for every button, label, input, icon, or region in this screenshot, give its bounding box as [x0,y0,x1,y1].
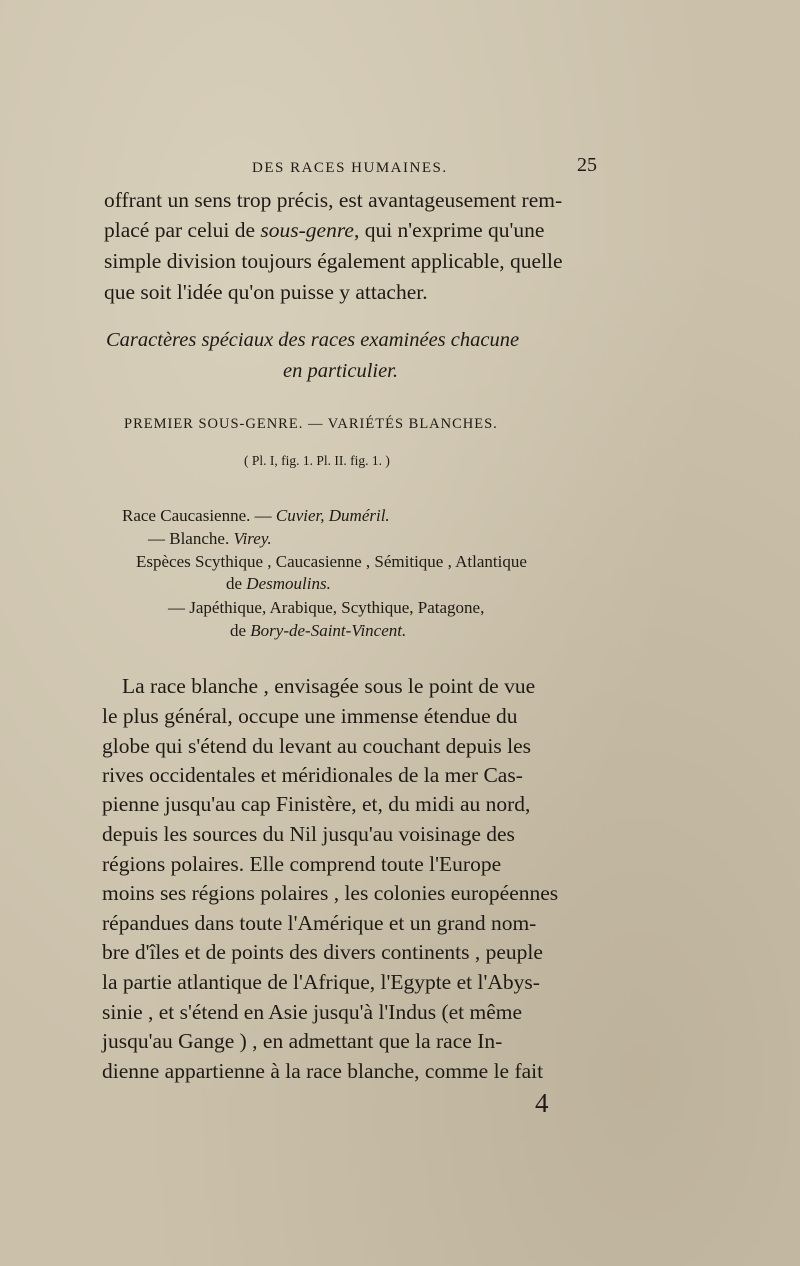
paragraph-line: globe qui s'étend du levant au couchant depuis les [102,734,531,758]
subtitle-line-2: en particulier. [283,360,399,382]
paragraph-line: La race blanche , envisagée sous le point de vue [122,674,536,698]
running-title: DES RACES HUMAINES. [252,160,448,176]
section-heading: PREMIER SOUS-GENRE. — VARIÉTÉS BLANCHES. [124,416,498,432]
synonymy-line: Race Caucasienne. — Cuvier, Duméril. [122,506,390,525]
paragraph-line: le plus général, occupe une immense étendue du [102,704,518,728]
paragraph-line: depuis les sources du Nil jusqu'au voisinage des [102,822,515,846]
subtitle-line-1: Caractères spéciaux des races examinées chacune [106,329,520,351]
synonymy-line: de Desmoulins. [226,574,331,593]
paragraph-line: sinie , et s'étend en Asie jusqu'à l'Indus (et même [102,1000,523,1024]
paragraph-line: dienne appartienne à la race blanche, comme le fait [102,1059,544,1083]
synonymy-line: de Bory-de-Saint-Vincent. [230,621,407,640]
synonymy-line: — Japéthique, Arabique, Scythique, Patagone, [168,598,485,617]
paragraph-line: rives occidentales et méridionales de la mer Cas- [102,763,523,787]
synonymy-line: Espèces Scythique , Caucasienne , Sémitique , Atlantique [136,552,527,571]
intro-line-3: simple division toujours également applicable, quelle [104,249,563,273]
paragraph-line: pienne jusqu'au cap Finistère, et, du midi au nord, [102,792,531,816]
signature-mark: 4 [535,1088,549,1118]
paragraph-line: régions polaires. Elle comprend toute l'Europe [102,852,502,876]
plate-reference: ( Pl. I, fig. 1. Pl. II. fig. 1. ) [244,453,390,468]
paragraph-line: moins ses régions polaires , les colonies européennes [102,881,559,905]
paragraph-line: la partie atlantique de l'Afrique, l'Egypte et l'Abys- [102,970,540,994]
synonymy-line: — Blanche. Virey. [148,529,272,548]
intro-line-1: offrant un sens trop précis, est avantageusement rem- [104,188,563,212]
paragraph-line: jusqu'au Gange ) , en admettant que la race In- [102,1029,503,1053]
paragraph-line: répandues dans toute l'Amérique et un grand nom- [102,911,537,935]
intro-line-4: que soit l'idée qu'on puisse y attacher. [104,280,428,304]
paragraph-line: bre d'îles et de points des divers continents , peuple [102,940,543,964]
page-number: 25 [577,154,597,176]
intro-line-2: placé par celui de sous-genre, qui n'exprime qu'une [104,218,545,242]
